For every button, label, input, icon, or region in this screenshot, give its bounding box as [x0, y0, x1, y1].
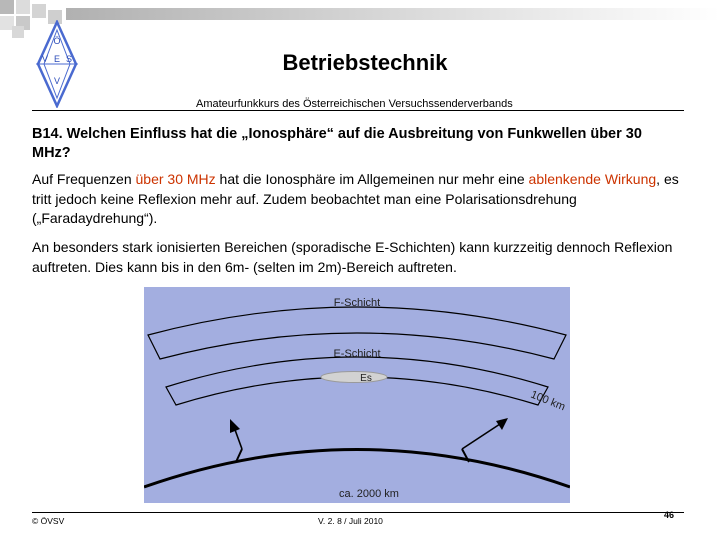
- logo-letter-e: E: [53, 54, 61, 64]
- footer-rule: [32, 512, 684, 513]
- p1-text-1: Auf Frequenzen: [32, 171, 136, 187]
- footer-version: V. 2. 8 / Juli 2010: [318, 516, 383, 526]
- p1-text-5: , es tritt jedoch keine Reflexion mehr auf. Zudem beobachtet man eine Polarisationsdrehung („Faradaydrehung“).: [32, 171, 679, 226]
- p1-highlight-frequency: über 30 MHz: [135, 171, 216, 187]
- diagram-background: [144, 287, 570, 503]
- page-number: 46: [664, 510, 675, 520]
- logo-letter-o: Ö: [53, 36, 61, 46]
- f-layer-label: F-Schicht: [333, 297, 381, 309]
- logo-letter-v2: V: [53, 76, 61, 86]
- p1-text-3: hat die Ionosphäre im Allgemeinen nur mehr eine: [215, 171, 529, 187]
- paragraph-2: An besonders stark ionisierten Bereichen (sporadische E-Schichten) kann kurzzeitig dennoch Reflexion auftreten. Dies kann bis in den 6m- (selten im 2m)-Bereich auftreten.: [32, 239, 673, 275]
- footer-copyright: © ÖVSV: [32, 516, 65, 526]
- header-rule: [32, 110, 684, 111]
- distance-label: ca. 2000 km: [339, 488, 399, 500]
- decorative-squares: [0, 0, 720, 40]
- slide-subtitle: Amateurfunkkurs des Österreichischen Versuchssenderverbands: [196, 98, 513, 110]
- e-layer-label: E-Schicht: [333, 348, 381, 360]
- logo-letter-s: S: [65, 54, 73, 64]
- es-label: Es: [360, 373, 372, 384]
- es-patch: [321, 372, 387, 383]
- paragraph-1: [32, 170, 682, 229]
- ionosphere-diagram: [144, 287, 570, 503]
- question-heading: B14. Welchen Einfluss hat die „Ionosphäre“ auf die Ausbreitung von Funkwellen über 30 MHz?: [32, 126, 642, 161]
- p1-highlight-effect: ablenkende Wirkung: [528, 171, 657, 187]
- height-label: 100 km: [528, 388, 567, 414]
- logo-letter-v: V: [41, 54, 49, 64]
- slide-title: Betriebstechnik: [282, 50, 448, 75]
